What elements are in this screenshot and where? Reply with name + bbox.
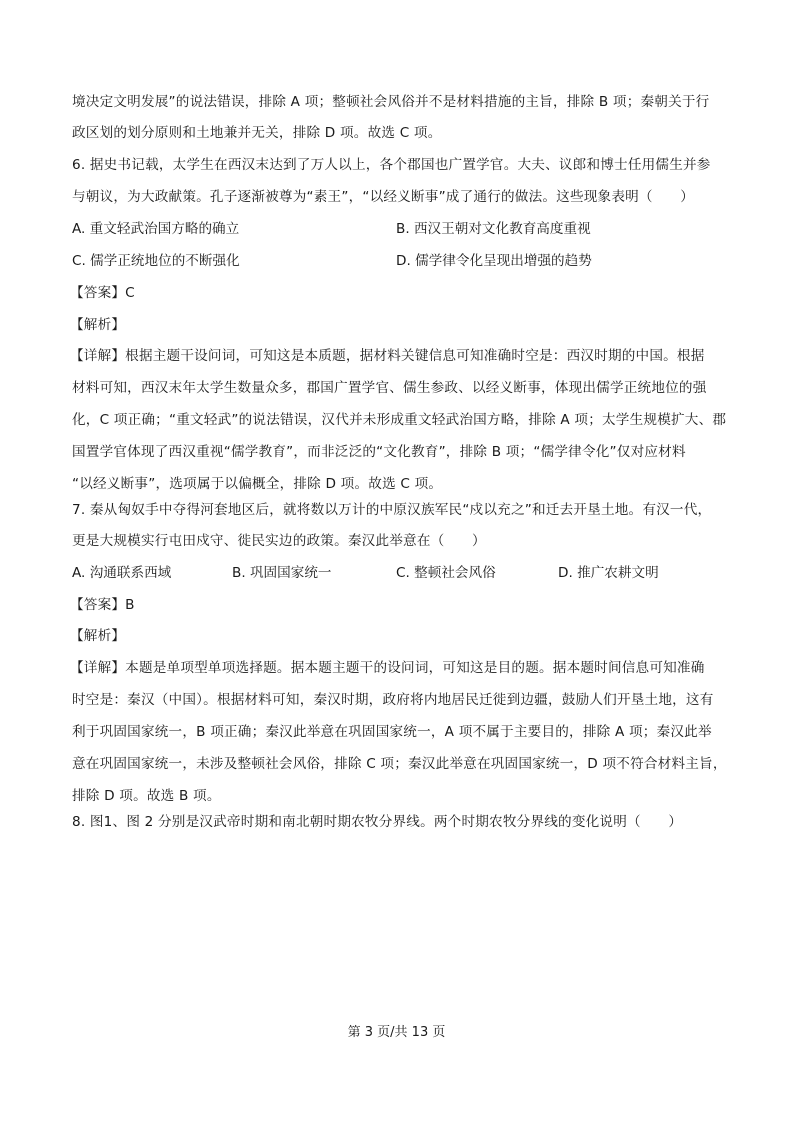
question-7-option-d: D. 推广农耕文明 (558, 565, 659, 581)
question-8-stem-line: 8. 图1、图 2 分别是汉武帝时期和南北朝时期农牧分界线。两个时期农牧分界线的变化说明（ ） (72, 814, 683, 830)
question-7-stem-line: 7. 秦从匈奴手中夺得河套地区后，就将数以万计的中原汉族军民“戍以充之”和迁去开垦土地。有汉一代， (72, 502, 712, 518)
text-line: 境决定文明发展”的说法错误，排除 A 项；整顿社会风俗并不是材料措施的主旨，排除 B 项；秦朝关于行 (72, 94, 710, 110)
question-6-detail-line: 国置学官体现了西汉重视“儒学教育”，而非泛泛的“文化教育”，排除 B 项；“儒学律令化”仅对应材料 (72, 444, 686, 460)
question-7-answer: 【答案】B (70, 597, 135, 613)
question-6-detail-line: 材料可知，西汉末年太学生数量众多，郡国广置学官、儒生参政、以经义断事，体现出儒学正统地位的强 (72, 380, 707, 396)
question-6-detail-line: 化，C 项正确；“重文轻武”的说法错误，汉代并未形成重文轻武治国方略，排除 A 项；太学生规模扩大、郡 (72, 412, 727, 428)
question-6-option-d: D. 儒学律令化呈现出增强的趋势 (396, 253, 592, 269)
question-6-answer: 【答案】C (70, 285, 135, 301)
question-7-stem-line: 更是大规模实行屯田戍守、徙民实边的政策。秦汉此举意在（ ） (72, 533, 486, 549)
question-7-option-b: B. 巩固国家统一 (232, 565, 332, 581)
question-6-option-b: B. 西汉王朝对文化教育高度重视 (396, 221, 591, 237)
question-6-option-c: C. 儒学正统地位的不断强化 (72, 253, 240, 269)
question-7-detail-line: 排除 D 项。故选 B 项。 (72, 788, 221, 804)
page-number-footer: 第 3 页/共 13 页 (347, 1025, 446, 1040)
question-7-detail-line: 时空是：秦汉（中国）。根据材料可知，秦汉时期，政府将内地居民迁徙到边疆，鼓励人们开垦土地，这有 (72, 692, 714, 708)
question-7-detail-line: 【详解】本题是单项型单项选择题。据本题主题干的设问词，可知这是目的题。据本题时间信息可知准确 (70, 660, 705, 676)
question-7-analysis-label: 【解析】 (70, 628, 126, 644)
question-6-stem-line: 6. 据史书记载，太学生在西汉末达到了万人以上，各个郡国也广置学官。大夫、议郎和博士任用儒生并参 (72, 157, 711, 173)
text-line: 政区划的划分原则和土地兼并无关，排除 D 项。故选 C 项。 (72, 125, 442, 141)
question-7-detail-line: 意在巩固国家统一，未涉及整顿社会风俗，排除 C 项；秦汉此举意在巩固国家统一，D 项不符合材料主旨， (72, 756, 727, 772)
question-6-stem-line: 与朝议，为大政献策。孔子逐渐被尊为“素王”，“以经义断事”成了通行的做法。这些现象表明（ ） (72, 189, 695, 205)
question-6-option-a: A. 重文轻武治国方略的确立 (72, 221, 240, 237)
question-7-option-a: A. 沟通联系西域 (72, 565, 172, 581)
question-6-analysis-label: 【解析】 (70, 317, 126, 333)
question-6-detail-line: 【详解】根据主题干设问词，可知这是本质题，据材料关键信息可知准确时空是：西汉时期的中国。根据 (70, 348, 705, 364)
question-6-detail-line: “以经义断事”，选项属于以偏概全，排除 D 项。故选 C 项。 (72, 476, 443, 492)
question-7-option-c: C. 整顿社会风俗 (396, 565, 496, 581)
question-7-detail-line: 利于巩固国家统一，B 项正确；秦汉此举意在巩固国家统一，A 项不属于主要目的，排除 A 项；秦汉此举 (72, 724, 712, 740)
